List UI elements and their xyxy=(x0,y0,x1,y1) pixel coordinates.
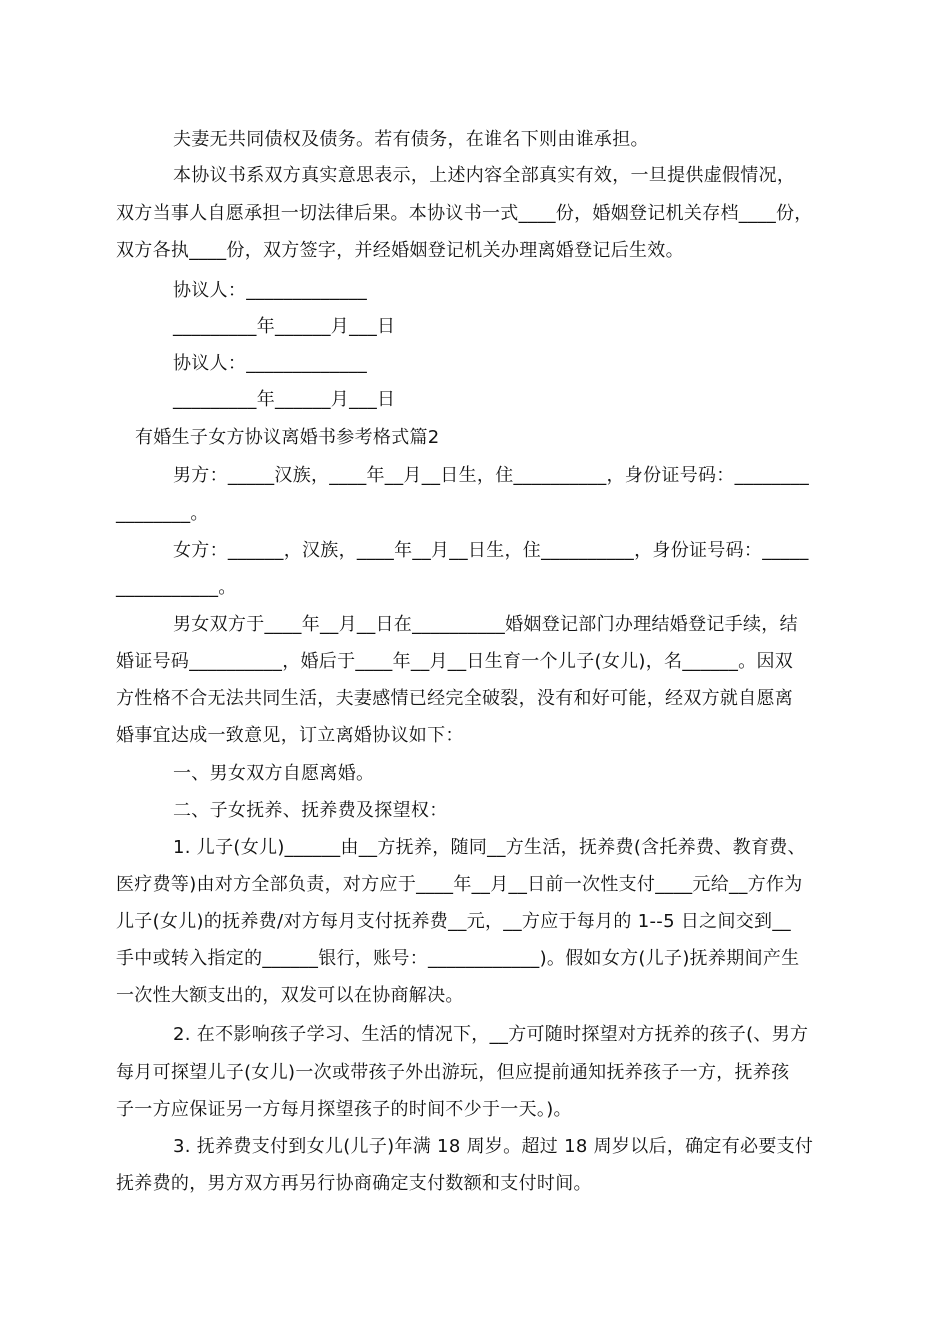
text-line: 二、子女抚养、抚养费及探望权： xyxy=(173,800,448,821)
text-line: 婚事宜达成一致意见，订立离婚协议如下： xyxy=(116,725,464,746)
text-line: 1. 儿子(女儿)______由__方抚养，随同__方生活，抚养费(含托养费、教育费、 xyxy=(173,837,806,858)
date-line: _________年______月___日 xyxy=(173,316,396,337)
text-line: 本协议书系双方真实意思表示，上述内容全部真实有效，一旦提供虚假情况， xyxy=(173,165,796,186)
text-line: 手中或转入指定的______银行，账号：____________)。假如女方(儿子)抚养期间产生 xyxy=(116,948,800,969)
date-line: _________年______月___日 xyxy=(173,389,396,410)
text-line: 婚证号码__________，婚后于____年__月__日生育一个儿子(女儿)，名______。因双 xyxy=(116,651,794,672)
text-line: ________。 xyxy=(116,503,209,524)
text-line: 2. 在不影响孩子学习、生活的情况下，__方可随时探望对方抚养的孩子(、男方 xyxy=(173,1024,809,1045)
text-line: 一、男女双方自愿离婚。 xyxy=(173,763,375,784)
text-line: ___________。 xyxy=(116,577,237,598)
signatory-line: 协议人：_____________ xyxy=(173,353,368,374)
section-title: 有婚生子女方协议离婚书参考格式篇2 xyxy=(135,427,440,448)
text-line: 男女双方于____年__月__日在__________婚姻登记部门办理结婚登记手续，结 xyxy=(173,614,798,635)
text-line: 女方：______，汉族，____年__月__日生，住__________，身份证号码：_____ xyxy=(173,540,809,561)
text-line: 夫妻无共同债权及债务。若有债务，在谁名下则由谁承担。 xyxy=(173,129,649,150)
text-line: 双方各执____份，双方签字，并经婚姻登记机关办理离婚登记后生效。 xyxy=(116,240,684,261)
text-line: 每月可探望儿子(女儿)一次或带孩子外出游玩，但应提前通知抚养孩子一方，抚养孩 xyxy=(116,1062,790,1083)
text-line: 一次性大额支出的，双发可以在协商解决。 xyxy=(116,985,464,1006)
text-line: 男方：_____汉族，____年__月__日生，住__________，身份证号码：________ xyxy=(173,465,809,486)
text-line: 子一方应保证另一方每月探望孩子的时间不少于一天。)。 xyxy=(116,1099,572,1120)
text-line: 抚养费的，男方双方再另行协商确定支付数额和支付时间。 xyxy=(116,1173,592,1194)
text-line: 双方当事人自愿承担一切法律后果。本协议书一式____份，婚姻登记机关存档____份， xyxy=(116,203,813,224)
signatory-line: 协议人：_____________ xyxy=(173,280,368,301)
text-line: 儿子(女儿)的抚养费/对方每月支付抚养费__元，__方应于每月的 1--5 日之间交到__ xyxy=(116,911,791,932)
text-line: 医疗费等)由对方全部负责，对方应于____年__月__日前一次性支付____元给__方作为 xyxy=(116,874,803,895)
text-line: 方性格不合无法共同生活，夫妻感情已经完全破裂，没有和好可能，经双方就自愿离 xyxy=(116,688,794,709)
text-line: 3. 抚养费支付到女儿(儿子)年满 18 周岁。超过 18 周岁以后，确定有必要支付 xyxy=(173,1136,814,1157)
